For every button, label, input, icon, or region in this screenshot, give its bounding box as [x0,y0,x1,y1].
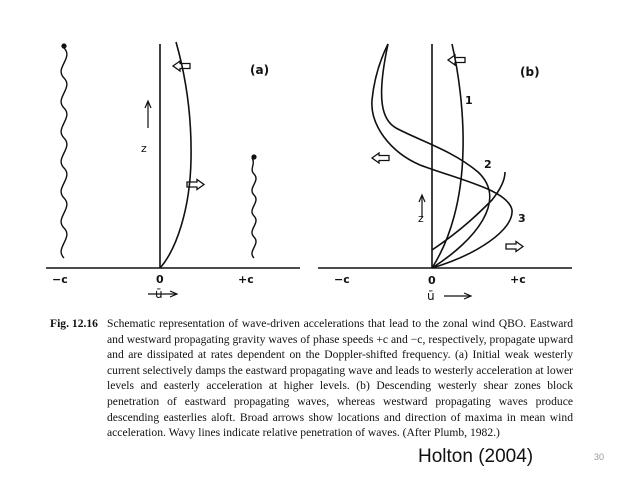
panel-b-x-zero-label: 0 [428,274,436,287]
panel-a-east-wave [252,158,256,258]
source-credit: Holton (2004) [418,446,534,467]
panel-a-x-pos-label: +c [238,273,254,286]
panel-b-curve-2 [382,44,490,268]
page-number: 30 [594,452,605,462]
caption-label: Fig. 12.16 [50,317,98,330]
panel-b-x-neg-label: −c [334,273,350,286]
panel-a-wind-profile [160,42,191,268]
panel-b-curve-1 [432,44,463,268]
panel-b-x-axis-label: ū [427,289,435,303]
panel-b-easterly-arrow-mid [372,153,389,163]
panel-b-curve-3 [372,44,512,268]
panel-a-x-axis-label: ū [155,287,163,301]
panel-a-west-wave [61,48,67,258]
panel-b-curve-label-2: 2 [484,158,492,171]
panel-b-curve-label-3: 3 [518,212,526,225]
panel-a-tag: (a) [250,63,270,77]
panel-b-x-pos-label: +c [510,273,526,286]
panel-b-tag: (b) [520,65,540,79]
panel-a-east-wave-tip [252,155,256,159]
panel-b-curve-label-1: 1 [465,94,473,107]
panel-b-westerly-arrow-low [506,242,523,252]
panel-b-z-label: z [418,212,424,225]
panel-a-z-label: z [141,142,147,155]
panel-a-x-neg-label: −c [52,273,68,286]
panel-a-west-wave-tip [62,44,66,48]
caption-text: Schematic representation of wave-driven accelerations that lead to the zonal wind QBO. Eastward and westward propagating gravity waves of phase speeds +c and −c, respectively, propagate upward and are dissipated at rates dependent on the Doppler-shifted frequency. (a) Initial weak westerly current selectively damps the eastward propagating wave and leads to westerly acceleration at lower levels and easterly acceleration at higher levels. (b) Descending westerly shear zones block penetration of eastward propagating waves, whereas westward propagating waves produce descending easterlies aloft. Broad arrows show locations and direction of maxima in mean wind acceleration. Wavy lines indicate relative penetration of waves. (After Plumb, 1982.) [107,317,573,440]
panel-a-x-zero-label: 0 [156,273,164,286]
